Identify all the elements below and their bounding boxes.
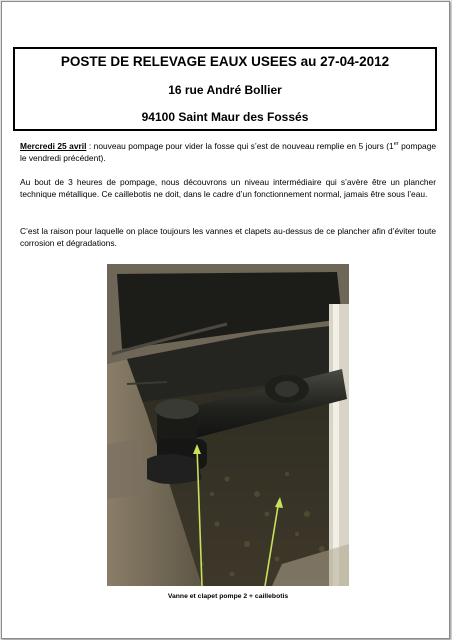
paragraph-1 <box>20 140 436 164</box>
sump-photo-image <box>107 264 349 586</box>
paragraph-1-superscript: er <box>393 141 399 148</box>
paragraph-3: C’est la raison pour laquelle on place toujours les vannes et clapets au-dessus de ce plancher afin d’éviter toute corrosion et dégradations. <box>20 226 436 249</box>
paragraph-1-text-b: pompage le vendredi précédent). <box>20 141 437 164</box>
photo-caption: Vanne et clapet pompe 2 + caillebotis <box>167 593 289 600</box>
address-city: 94100 Saint Maur des Fossés <box>141 110 309 124</box>
title-box <box>13 47 437 131</box>
sump-photo <box>107 264 349 586</box>
paragraph-1-text-a: : nouveau pompage pour vider la fosse qui s’est de nouveau remplie en 5 jours (1 <box>86 141 394 151</box>
paragraph-2: Au bout de 3 heures de pompage, nous découvrons un niveau intermédiaire qui s’avère être un plancher technique métallique. Ce caillebotis ne doit, dans le cadre d’un fonctionnement normal, jamais être sous l’eau. <box>20 177 436 200</box>
address-street: 16 rue André Bollier <box>168 83 282 97</box>
paragraph-date: Mercredi 25 avril <box>20 141 87 151</box>
page-title: POSTE DE RELEVAGE EAUX USEES au 27-04-2012 <box>60 54 390 69</box>
document-page <box>1 1 450 639</box>
